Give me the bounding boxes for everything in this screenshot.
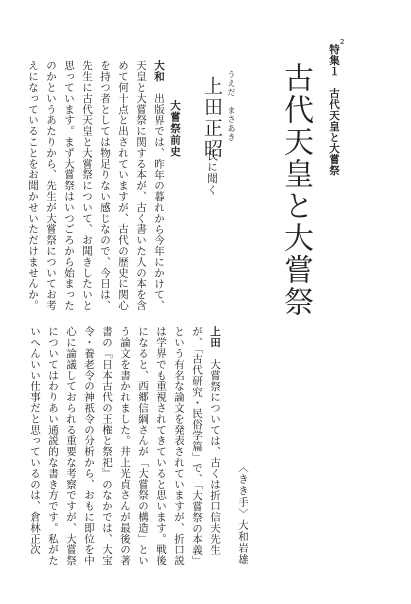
paragraph-text: 大嘗祭については、古くは折口信夫先生が、「古代研究・民俗学篇」で、「大嘗祭の本義」という有名な論文を発表されていますが、折口説は学界でも重視されてきていると思います。戦後になると、西郷信綱さんが「大嘗祭の構造」という論文を書かれました。井上光貞さんが最後の著書の『日本古代の王権と祭祀』のなかでは、大宝令・養老令の神祇令の分析から、おもに即位を中心に論議しておられる重要な考察ですが、大嘗祭についてはわりあい通説的な書き方です。私がたいへんいい仕事だと思っているのは、倉林正次: [29, 326, 221, 567]
interviewer-line: 〈きき手〉大和岩雄: [237, 462, 249, 566]
upper-paragraph: [24, 60, 168, 316]
lower-text-block: [29, 326, 224, 574]
author-suffix: 氏に聞く: [206, 150, 218, 196]
section-heading: 大嘗祭前史: [169, 100, 181, 158]
paragraph-text: 出版界では、昨年の暮れから今年にかけて、天皇と大嘗祭に関する本が、古く書いた人の本を含めて何十点と出されていますが、古代の歴史に関心を持つ者としては物足りない感じなので、今日は、先生に古代天皇と大嘗祭について、お聞きしたいと思っています。まず大嘗祭はいつごろから始まったのかというあたりから、先生が大嘗祭についてお考えになっていることをお聞かせいただけませんか。: [27, 60, 165, 311]
main-title: 古代天皇と大嘗祭: [278, 62, 313, 318]
lower-paragraph: [26, 326, 224, 574]
upper-text-block: [27, 60, 168, 316]
speaker-name: 大和: [153, 60, 165, 82]
speaker-name: 上田: [209, 326, 221, 348]
page-number: 2: [340, 38, 345, 46]
author-reading: うえだ まさあき: [227, 70, 236, 142]
feature-label: 特集１ 古代天皇と大嘗祭: [328, 44, 340, 176]
author-name: 上田正昭: [201, 76, 223, 160]
